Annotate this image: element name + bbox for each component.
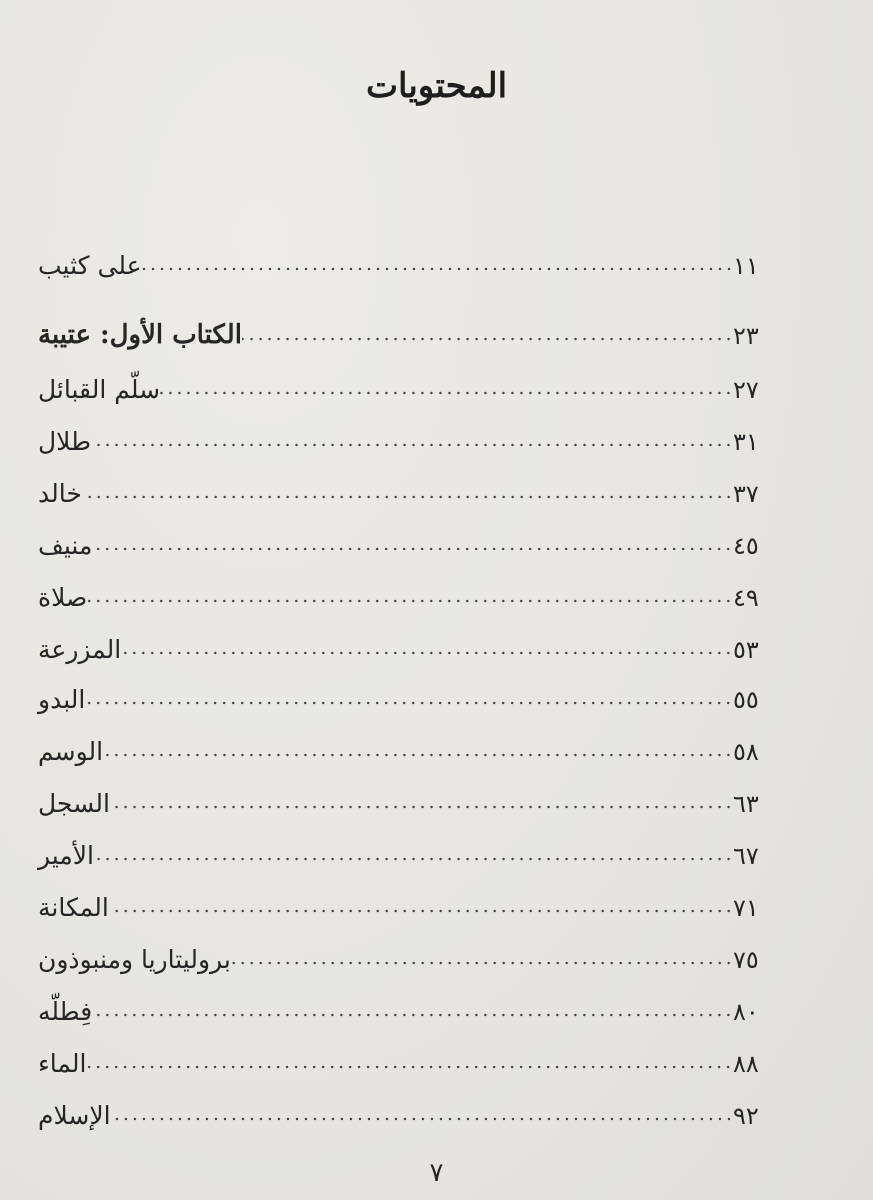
page-title: المحتويات	[365, 66, 508, 106]
toc-entry-page: ١١	[733, 252, 759, 280]
toc-entry-title: على كثيب	[38, 251, 142, 280]
toc-entry-title: فِطلّه	[38, 997, 93, 1026]
dot-leader	[160, 390, 733, 396]
toc-entry	[30, 238, 805, 278]
dot-leader	[242, 336, 733, 342]
toc-entry-page: ٧١	[733, 894, 759, 922]
toc-entry	[30, 776, 805, 816]
toc-entry-page: ٤٩	[733, 584, 759, 612]
toc-entry-page: ٨٠	[733, 998, 759, 1026]
dot-leader	[85, 700, 733, 706]
toc-entry-page: ٤٥	[733, 532, 759, 560]
dot-leader	[111, 1116, 733, 1122]
toc-entry-page: ٥٨	[733, 738, 759, 766]
toc-entry-page: ٣٧	[733, 480, 759, 508]
toc-entry	[30, 570, 805, 610]
dot-leader	[82, 494, 733, 500]
dot-leader	[86, 1064, 733, 1070]
toc-entry	[30, 880, 805, 920]
toc-entry	[30, 984, 805, 1024]
toc-entry-page: ٥٣	[733, 636, 759, 664]
dot-leader	[110, 804, 733, 810]
page-number: ٧	[429, 1158, 444, 1188]
toc-entry-page: ٧٥	[733, 946, 759, 974]
toc-entry	[30, 466, 805, 506]
dot-leader	[92, 1012, 733, 1018]
toc-entry	[30, 932, 805, 972]
toc-entry	[30, 828, 805, 868]
toc-entry-title: الوسم	[38, 737, 104, 766]
toc-list	[30, 0, 805, 1200]
dot-leader	[109, 908, 733, 914]
toc-entry-page: ٦٣	[733, 790, 759, 818]
dot-leader	[142, 266, 733, 272]
dot-leader	[91, 442, 733, 448]
toc-entry-title: البدو	[38, 685, 86, 714]
dot-leader	[94, 856, 733, 862]
toc-entry	[30, 622, 805, 662]
toc-entry-title: سلّم القبائل	[38, 375, 161, 404]
toc-entry-title: السجل	[38, 789, 110, 818]
toc-entry-title: خالد	[38, 479, 82, 508]
toc-entry-page: ٥٥	[733, 686, 759, 714]
toc-entry-title: منيف	[38, 531, 93, 560]
toc-entry	[30, 414, 805, 454]
toc-entry-title: طلال	[38, 427, 91, 456]
toc-entry	[30, 724, 805, 764]
toc-entry	[30, 1088, 805, 1128]
dot-leader	[87, 598, 733, 604]
toc-entry-page: ٢٧	[733, 376, 759, 404]
toc-entry-title: المكانة	[38, 893, 109, 922]
toc-entry-title: المزرعة	[38, 635, 122, 664]
toc-entry-title: بروليتاريا ومنبوذون	[38, 945, 231, 974]
toc-entry	[30, 518, 805, 558]
toc-entry-page: ٨٨	[733, 1050, 759, 1078]
dot-leader	[121, 650, 733, 656]
toc-entry-page: ٢٣	[733, 322, 759, 350]
toc-entry-title: صلاة	[38, 583, 88, 612]
toc-entry-title: الأمير	[38, 841, 94, 870]
toc-entry-page: ٦٧	[733, 842, 759, 870]
dot-leader	[92, 546, 733, 552]
toc-entry-page: ٣١	[733, 428, 759, 456]
toc-entry-title: الإسلام	[38, 1101, 111, 1130]
toc-entry	[30, 1036, 805, 1076]
toc-entry-title: الماء	[38, 1049, 87, 1078]
dot-leader	[103, 752, 733, 758]
toc-entry	[30, 308, 805, 348]
toc-entry	[30, 672, 805, 712]
toc-entry	[30, 362, 805, 402]
toc-part-title: الكتاب الأول: عتيبة	[38, 320, 242, 350]
dot-leader	[231, 960, 733, 966]
toc-entry-page: ٩٢	[733, 1102, 759, 1130]
